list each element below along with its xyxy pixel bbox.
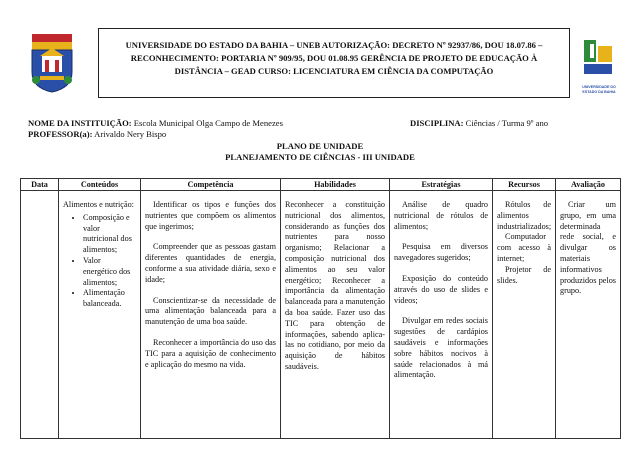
estrategia-paragraph: Pesquisa em diversos navegadores sugeridos;: [394, 242, 488, 263]
recurso-item: Rótulos de alimentos industrializados;: [497, 200, 552, 231]
table-row: [21, 191, 621, 439]
institution-label: NOME DA INSTITUIÇÃO:: [28, 118, 132, 128]
header-conteudos: Conteúdos: [59, 179, 141, 191]
list-item: • Composição e valor nutricional dos alimentos;: [83, 213, 136, 256]
recurso-item: Projetor de slides.: [497, 264, 551, 285]
planning-title: PLANEJAMENTO DE CIÊNCIAS - III UNIDADE: [225, 152, 415, 162]
conteudos-list: [83, 213, 136, 310]
discipline-value: Ciências / Turma 9º ano: [465, 118, 549, 128]
professor-label: PROFESSOR(a):: [28, 129, 93, 139]
estrategia-paragraph: Exposição do conteúdo através do uso de slides e vídeos;: [394, 273, 488, 305]
header-competencia: Competência: [141, 179, 281, 191]
header: [20, 28, 620, 98]
list-item: • Alimentação balanceada.: [83, 288, 136, 310]
competencia-paragraph: Reconhecer a importância do uso das TIC para a aquisição de conhecimento e aplicação do mesmo na vida.: [145, 337, 276, 369]
cell-recursos: [493, 191, 556, 439]
discipline-line: [410, 118, 548, 128]
header-estrategias: Estratégias: [390, 179, 493, 191]
avaliacao-text: Criar um grupo, em uma determinada rede social, e divulgar os materiais informativos produzidos pelos grupo.: [560, 200, 616, 296]
competencia-paragraph: Conscientizar-se da necessidade de uma alimentação balanceada para a manutenção de uma boa saúde.: [145, 295, 276, 327]
estrategia-paragraph: Divulgar em redes sociais sugestões de cardápios saudáveis e informações sobre hábitos nocivos à saúde relacionados à má alimentação.: [394, 316, 488, 380]
plan-title: PLANO DE UNIDADE: [276, 141, 364, 151]
cell-conteudos: [59, 191, 141, 439]
cell-avaliacao: [556, 191, 621, 439]
list-item: • Valor energético dos alimentos;: [83, 256, 136, 288]
uneb-logo-icon: [578, 36, 620, 80]
recurso-item: Computador com acesso à internet;: [497, 232, 551, 263]
institution-line: [28, 118, 283, 129]
unit-plan-table: [20, 178, 621, 439]
header-data: Data: [21, 179, 59, 191]
conteudos-intro: Alimentos e nutrição:: [63, 200, 134, 209]
professor-value: Arivaldo Nery Bispo: [94, 129, 167, 139]
competencia-paragraph: Compreender que as pessoas gastam diferentes quantidades de energia, conforme a sua atividade diária, sexo e idade;: [145, 242, 276, 284]
institution-value: Escola Municipal Olga Campo de Menezes: [133, 118, 283, 128]
cell-habilidades: [281, 191, 390, 439]
table-header-row: [21, 179, 621, 191]
cell-competencia: [141, 191, 281, 439]
uneb-logo: [578, 36, 620, 92]
competencia-paragraph: Identificar os tipos e funções dos nutrientes que compõem os alimentos que ingerimos;: [145, 200, 276, 231]
institution-header: UNIVERSIDADE DO ESTADO DA BAHIA – UNEB AUTORIZAÇÃO: DECRETO Nº 92937/86, DOU 18.07.86 – RECONHECIMENTO: PORTARIA Nº 909/95, DOU 01.08.95 GERÊNCIA DE PROJETO DE EDUCAÇÃO À DISTÂNCIA – GEAD CURSO: LICENCIATURA EM CIÊNCIA DA COMPUTAÇÃO: [98, 28, 570, 98]
header-habilidades: Habilidades: [281, 179, 390, 191]
professor-line: [28, 129, 166, 140]
cell-estrategias: [390, 191, 493, 439]
cell-data: [21, 191, 59, 439]
estrategia-paragraph: Análise de quadro nutricional de rótulos de alimentos;: [394, 200, 488, 231]
discipline-label: DISCIPLINA:: [410, 118, 464, 128]
header-avaliacao: Avaliação: [556, 179, 621, 191]
header-recursos: Recursos: [493, 179, 556, 191]
uneb-logo-caption: UNIVERSIDADE DO ESTADO DA BAHIA: [582, 85, 616, 94]
habilidades-text: Reconhecer a constituição nutricional dos alimentos, considerando as funções dos nutrientes para nosso organismo; Relacionar a composição nutricional dos alimentos ao seu valor energético; Reconhecer a importância da alimentação balanceada para a manutenção da boa saúde. Fazer uso das TIC para obtenção de informações, sabendo aplica-las no cotidiano, por meio da aquisição de hábitos saudáveis.: [285, 200, 385, 371]
uneb-crest-icon: [26, 30, 78, 94]
